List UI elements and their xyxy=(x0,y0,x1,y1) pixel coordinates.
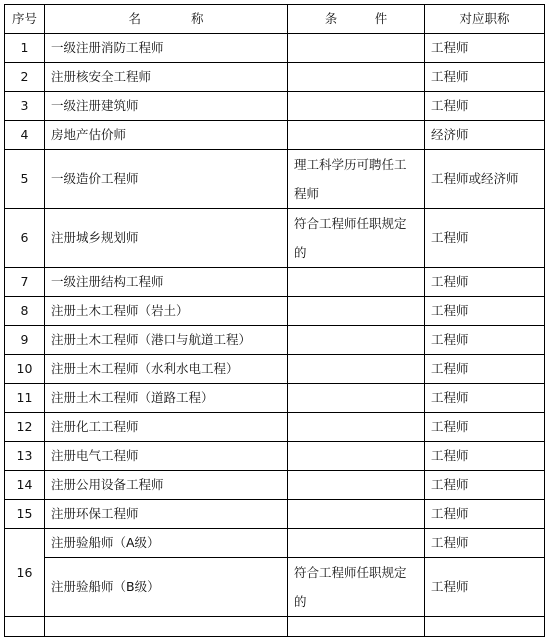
condition xyxy=(288,442,425,471)
job-title: 工程师 xyxy=(425,413,545,442)
row-number: 6 xyxy=(5,209,45,268)
job-title: 工程师 xyxy=(425,268,545,297)
header-row xyxy=(5,5,545,34)
condition xyxy=(288,63,425,92)
condition xyxy=(288,500,425,529)
table-row xyxy=(5,558,545,617)
header-condition: 条 件 xyxy=(288,5,425,34)
job-title: 工程师或经济师 xyxy=(425,150,545,209)
job-title: 工程师 xyxy=(425,63,545,92)
row-number: 12 xyxy=(5,413,45,442)
job-title: 工程师 xyxy=(425,209,545,268)
table-row-cut xyxy=(5,617,545,637)
cert-name: 注册土木工程师（港口与航道工程） xyxy=(45,326,288,355)
job-title: 工程师 xyxy=(425,529,545,558)
job-title: 工程师 xyxy=(425,500,545,529)
table-row xyxy=(5,92,545,121)
cert-name: 注册土木工程师（岩土） xyxy=(45,297,288,326)
table-row xyxy=(5,268,545,297)
row-number: 10 xyxy=(5,355,45,384)
table-row xyxy=(5,34,545,63)
job-title: 经济师 xyxy=(425,121,545,150)
header-name: 名 称 xyxy=(45,5,288,34)
row-number: 16 xyxy=(5,529,45,617)
row-number: 5 xyxy=(5,150,45,209)
cert-name: 注册验船师（B级） xyxy=(45,558,288,617)
condition xyxy=(288,326,425,355)
row-number: 1 xyxy=(5,34,45,63)
condition: 符合工程师任职规定的 xyxy=(288,209,425,268)
condition: 符合工程师任职规定的 xyxy=(288,558,425,617)
header-no: 序号 xyxy=(5,5,45,34)
condition xyxy=(288,471,425,500)
table-row xyxy=(5,297,545,326)
cert-name: 注册公用设备工程师 xyxy=(45,471,288,500)
job-title: 工程师 xyxy=(425,558,545,617)
cert-name: 注册化工工程师 xyxy=(45,413,288,442)
cert-name: 注册核安全工程师 xyxy=(45,63,288,92)
job-title: 工程师 xyxy=(425,355,545,384)
row-number: 8 xyxy=(5,297,45,326)
cert-name: 一级注册建筑师 xyxy=(45,92,288,121)
condition xyxy=(288,529,425,558)
job-title: 工程师 xyxy=(425,34,545,63)
condition xyxy=(288,355,425,384)
table-row xyxy=(5,63,545,92)
row-number: 13 xyxy=(5,442,45,471)
table-row xyxy=(5,442,545,471)
job-title: 工程师 xyxy=(425,326,545,355)
job-title: 工程师 xyxy=(425,471,545,500)
condition xyxy=(288,34,425,63)
row-number: 3 xyxy=(5,92,45,121)
table-row xyxy=(5,209,545,268)
cert-name: 一级注册结构工程师 xyxy=(45,268,288,297)
row-number: 7 xyxy=(5,268,45,297)
cert-name: 注册土木工程师（道路工程） xyxy=(45,384,288,413)
row-number: 11 xyxy=(5,384,45,413)
cert-name: 注册电气工程师 xyxy=(45,442,288,471)
header-title: 对应职称 xyxy=(425,5,545,34)
table-row xyxy=(5,529,545,558)
job-title: 工程师 xyxy=(425,297,545,326)
condition: 理工科学历可聘任工程师 xyxy=(288,150,425,209)
condition xyxy=(288,297,425,326)
cert-name: 注册验船师（A级） xyxy=(45,529,288,558)
cert-name: 房地产估价师 xyxy=(45,121,288,150)
table-row xyxy=(5,326,545,355)
row-number: 15 xyxy=(5,500,45,529)
table-row xyxy=(5,471,545,500)
table-row xyxy=(5,500,545,529)
table-row xyxy=(5,384,545,413)
condition xyxy=(288,413,425,442)
row-number: 2 xyxy=(5,63,45,92)
table-row xyxy=(5,150,545,209)
table-row xyxy=(5,355,545,384)
condition xyxy=(288,384,425,413)
condition xyxy=(288,268,425,297)
table-row xyxy=(5,413,545,442)
cert-name: 注册环保工程师 xyxy=(45,500,288,529)
row-number: 9 xyxy=(5,326,45,355)
qualification-table xyxy=(4,4,545,637)
condition xyxy=(288,92,425,121)
table-row xyxy=(5,121,545,150)
job-title: 工程师 xyxy=(425,92,545,121)
job-title: 工程师 xyxy=(425,442,545,471)
cert-name: 注册土木工程师（水利水电工程） xyxy=(45,355,288,384)
cert-name: 一级造价工程师 xyxy=(45,150,288,209)
cert-name: 一级注册消防工程师 xyxy=(45,34,288,63)
row-number: 14 xyxy=(5,471,45,500)
cert-name: 注册城乡规划师 xyxy=(45,209,288,268)
row-number: 4 xyxy=(5,121,45,150)
condition xyxy=(288,121,425,150)
job-title: 工程师 xyxy=(425,384,545,413)
